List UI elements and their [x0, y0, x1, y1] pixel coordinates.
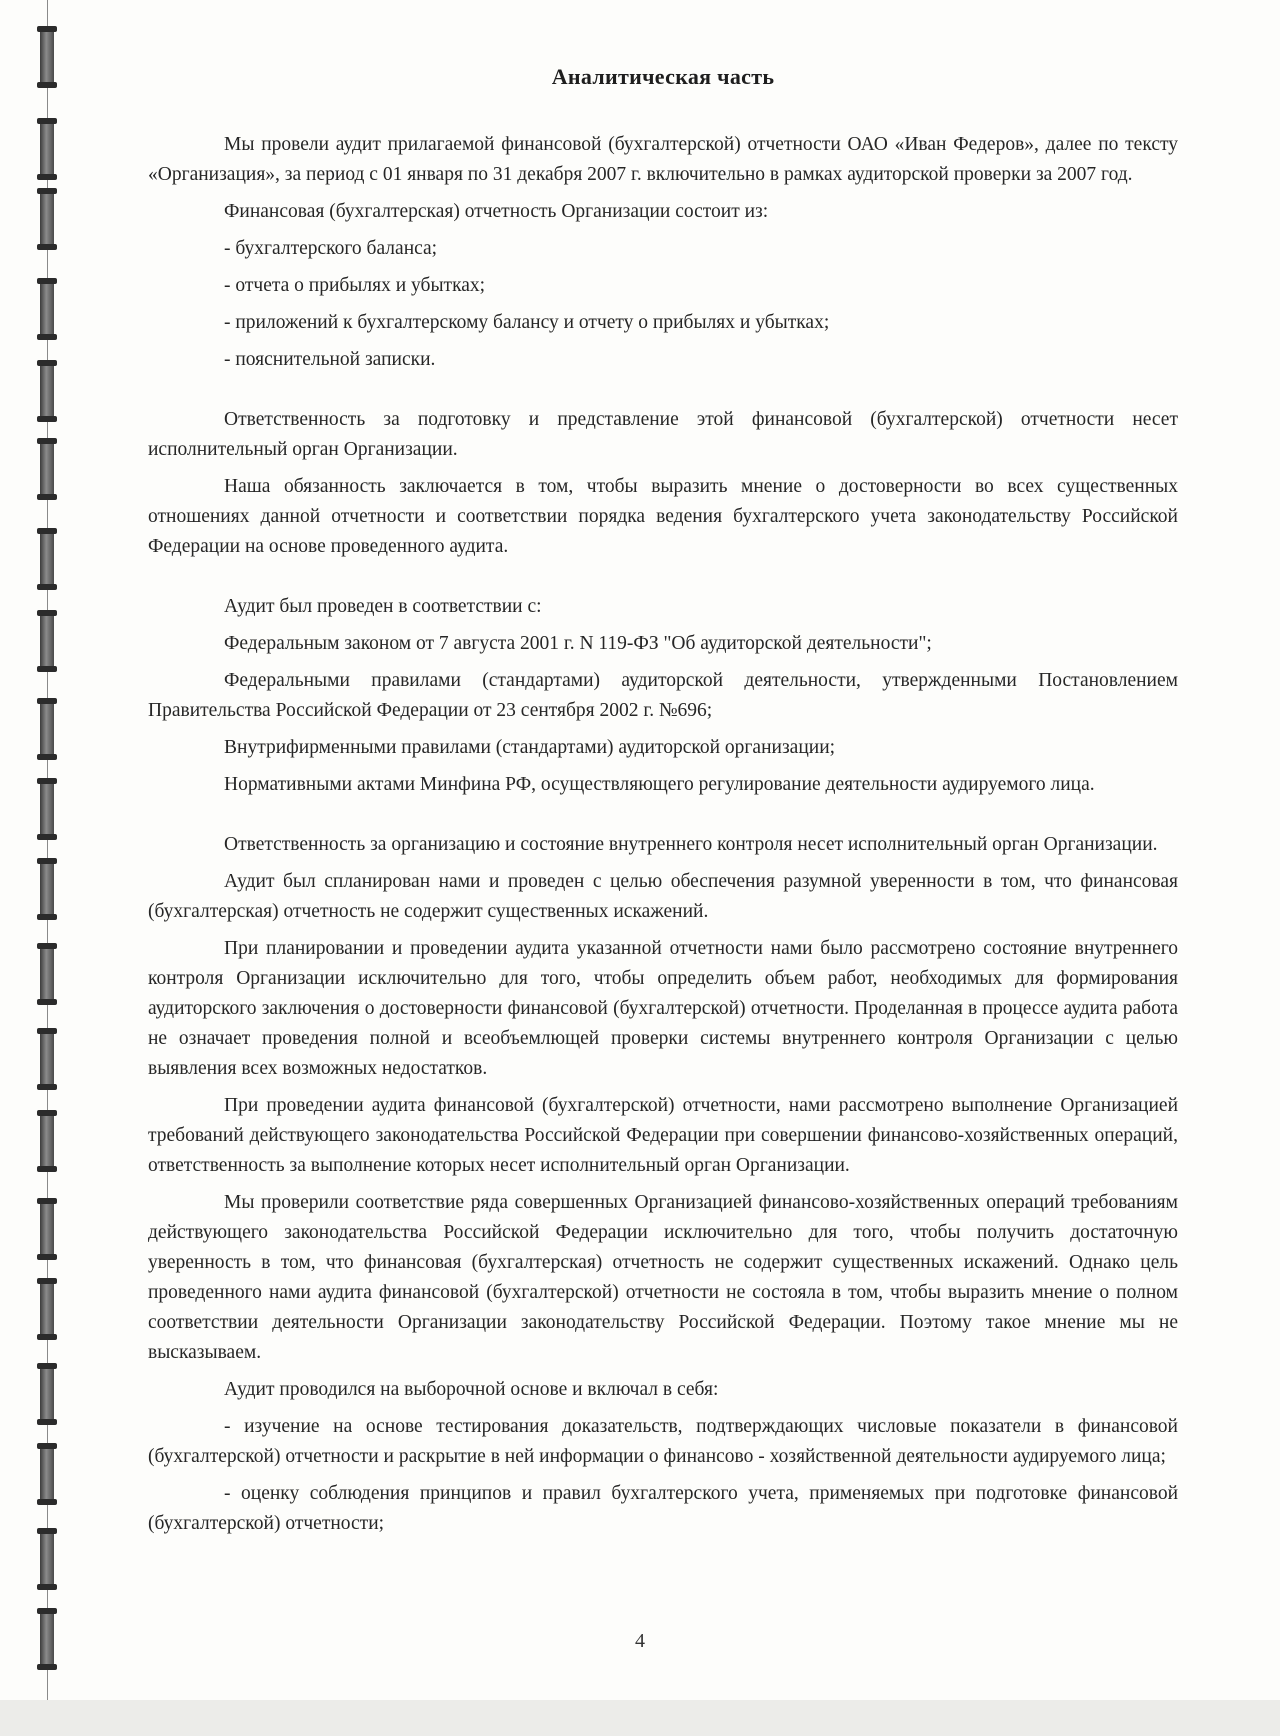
page-bottom-edge — [0, 1700, 1280, 1736]
binding-ring — [40, 780, 54, 838]
section-internal-control — [148, 830, 1178, 1539]
page-title: Аналитическая часть — [551, 64, 775, 89]
binding-ring — [40, 120, 54, 178]
spiral-binding — [24, 0, 64, 1736]
section-standards — [148, 592, 1178, 800]
paragraph: Аудит проводился на выборочной основе и включал в себя: — [224, 1379, 719, 1400]
paragraph: - изучение на основе тестирования доказательств, подтверждающих числовые показатели в финансовой (бухгалтерской) отчетности и раскрытие в ней информации о финансово - хозяйственной деятельности аудируемого лица; — [148, 1416, 1178, 1467]
paragraph: Федеральным законом от 7 августа 2001 г. N 119-ФЗ "Об аудиторской деятельности"; — [224, 633, 932, 654]
paragraph: Ответственность за организацию и состояние внутреннего контроля несет исполнительный орган Организации. — [224, 834, 1158, 855]
paragraph: Аудит был проведен в соответствии с: — [224, 596, 542, 617]
binding-ring — [40, 530, 54, 588]
paragraph: При планировании и проведении аудита указанной отчетности нами было рассмотрено состояние внутреннего контроля Организации исключительно для того, чтобы определить объем работ, необходимых для формирования аудиторского заключения о достоверности финансовой (бухгалтерской) отчетности. Проделанная в процессе аудита работа не означает проведения полной и всеобъемлющей проверки системы внутреннего контроля Организации с целью выявления всех возможных недостатков. — [148, 938, 1178, 1079]
section-scope — [148, 130, 1178, 375]
binding-ring — [40, 362, 54, 420]
document-body — [148, 64, 1178, 1546]
paragraph: Финансовая (бухгалтерская) отчетность Организации состоит из: — [224, 201, 769, 222]
binding-ring — [40, 1445, 54, 1503]
list-item: - бухгалтерского баланса; — [224, 238, 438, 259]
page-number: 4 — [635, 1630, 645, 1652]
paragraph: Внутрифирменными правилами (стандартами) аудиторской организации; — [224, 737, 836, 758]
list-item: - пояснительной записки. — [224, 349, 436, 370]
binding-ring — [40, 28, 54, 86]
binding-ring — [40, 1112, 54, 1170]
paragraph: При проведении аудита финансовой (бухгалтерской) отчетности, нами рассмотрено выполнение Организацией требований действующего законодательства Российской Федерации при совершении финансово-хозяйственных операций, ответственность за выполнение которых несет исполнительный орган Организации. — [148, 1095, 1178, 1176]
paragraph: Федеральными правилами (стандартами) аудиторской деятельности, утвержденными Постановлением Правительства Российской Федерации от 23 сентября 2002 г. №696; — [148, 670, 1178, 721]
paragraph: Мы провели аудит прилагаемой финансовой (бухгалтерской) отчетности ОАО «Иван Федеров», далее по тексту «Организация», за период с 01 января по 31 декабря 2007 г. включительно в рамках аудиторской проверки за 2007 год. — [148, 134, 1178, 185]
list-item: - отчета о прибылях и убытках; — [224, 275, 486, 296]
paragraph: Наша обязанность заключается в том, чтобы выразить мнение о достоверности во всех существенных отношениях данной отчетности и соответствии порядка ведения бухгалтерского учета законодательству Российской Федерации на основе проведенного аудита. — [148, 476, 1178, 557]
binding-ring — [40, 860, 54, 918]
list-item: - приложений к бухгалтерскому балансу и отчету о прибылях и убытках; — [224, 312, 830, 333]
paragraph: Аудит был спланирован нами и проведен с целью обеспечения разумной уверенности в том, что финансовая (бухгалтерская) отчетность не содержит существенных искажений. — [148, 871, 1178, 922]
section-responsibility — [148, 405, 1178, 562]
binding-ring — [40, 1365, 54, 1423]
paragraph: Нормативными актами Минфина РФ, осуществляющего регулирование деятельности аудируемого лица. — [224, 774, 1095, 795]
paragraph: Ответственность за подготовку и представление этой финансовой (бухгалтерской) отчетности несет исполнительный орган Организации. — [148, 409, 1178, 460]
paragraph: - оценку соблюдения принципов и правил бухгалтерского учета, применяемых при подготовке финансовой (бухгалтерской) отчетности; — [148, 1483, 1178, 1534]
binding-ring — [40, 1200, 54, 1258]
binding-ring — [40, 1530, 54, 1588]
binding-ring — [40, 280, 54, 338]
binding-ring — [40, 945, 54, 1003]
binding-ring — [40, 1280, 54, 1338]
binding-ring — [40, 700, 54, 758]
binding-ring — [40, 1030, 54, 1088]
binding-ring — [40, 190, 54, 248]
binding-ring — [40, 440, 54, 498]
binding-ring — [40, 612, 54, 670]
paragraph: Мы проверили соответствие ряда совершенных Организацией финансово-хозяйственных операций требованиям действующего законодательства Российской Федерации исключительно для того, чтобы получить достаточную уверенность в том, что финансовая (бухгалтерская) отчетность не содержит существенных искажений. Однако цель проведенного нами аудита финансовой (бухгалтерской) отчетности не состояла в том, чтобы выразить мнение о полном соответствии деятельности Организации законодательству Российской Федерации. Поэтому такое мнение мы не высказываем. — [148, 1192, 1178, 1363]
